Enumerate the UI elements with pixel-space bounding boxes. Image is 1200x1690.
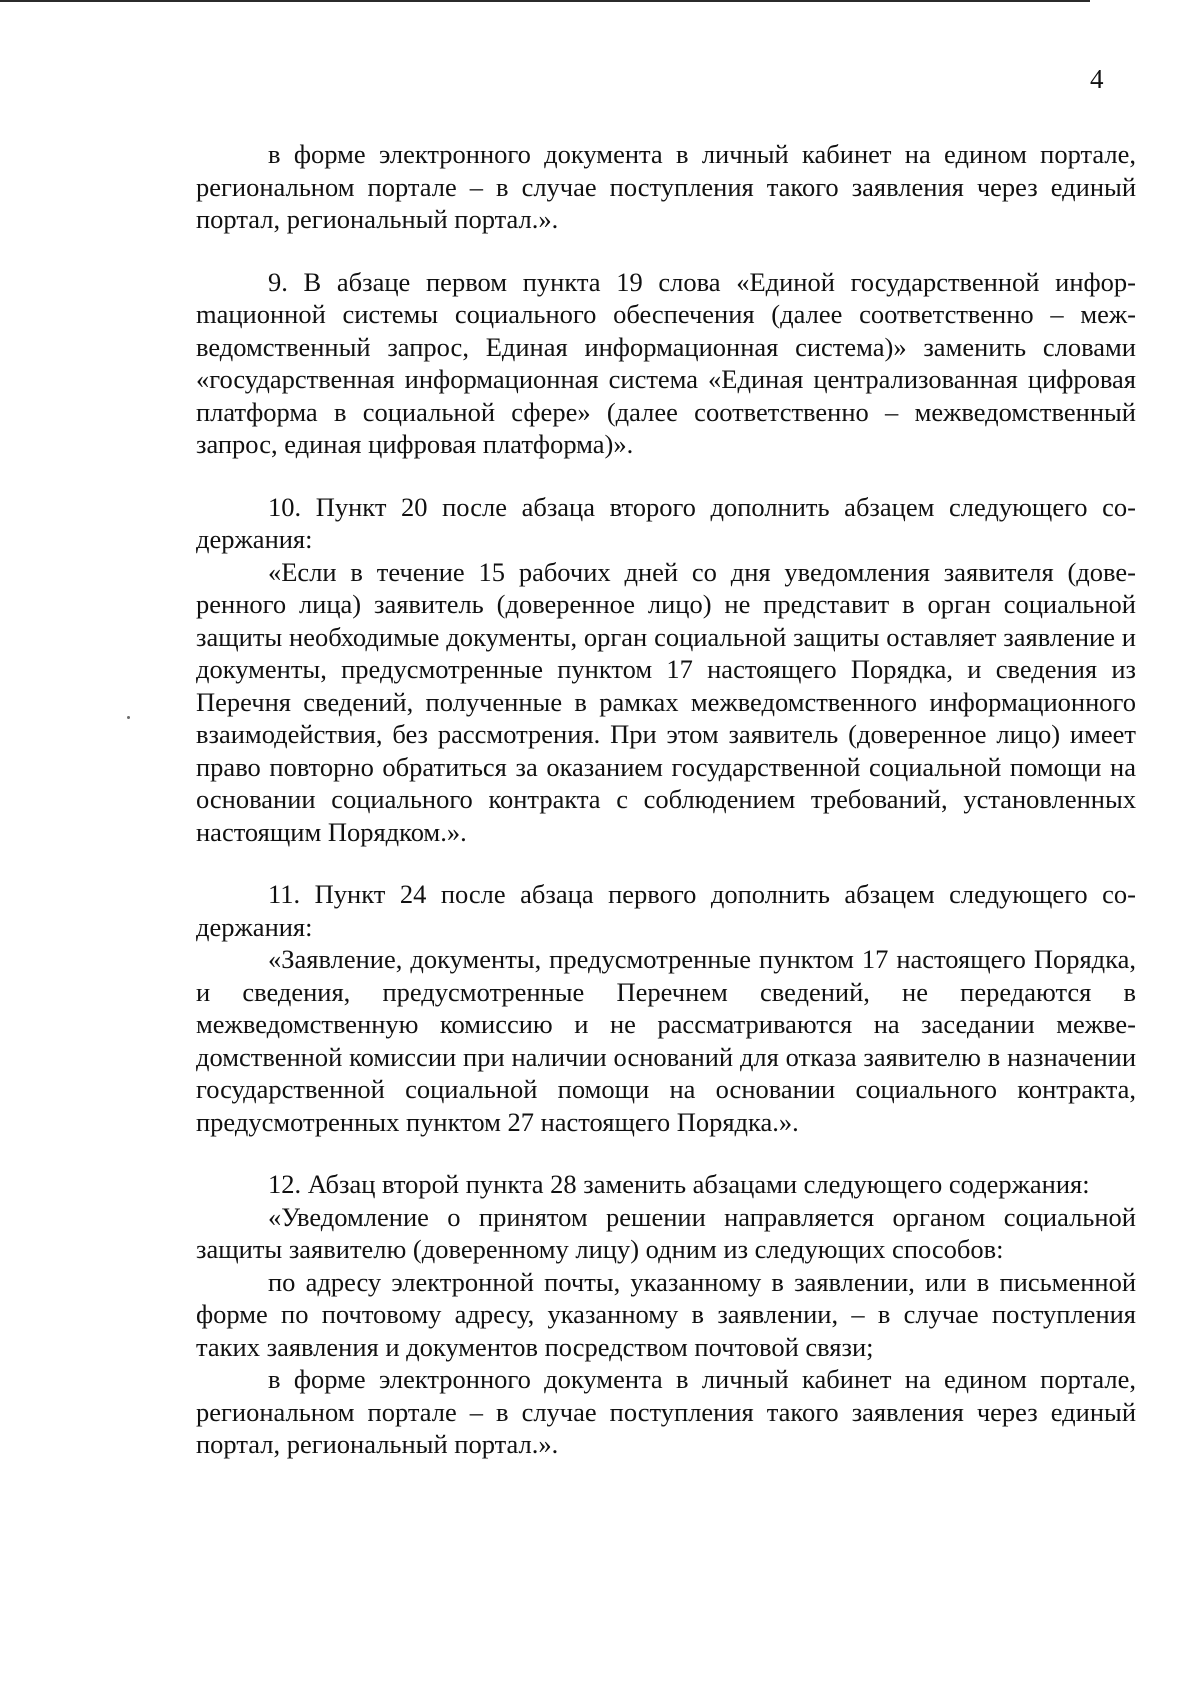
scan-speck	[127, 716, 130, 719]
paragraph-item-9: 9. В абзаце первом пункта 19 слова «Единой государственной инфорmационной системы социального обеспечения (далее соответственно – межведомственный запрос, Единая информационная система)» заменить словами «государственная информационная система «Единая централизованная цифровая платформа в социальной сфере» (далее соответственно – межведомственный запрос, единая цифровая платформа)».	[196, 266, 1136, 459]
scan-top-border	[0, 0, 1090, 2]
paragraph-item-12-quote-1: «Уведомление о принятом решении направляется органом социальной защиты заявителю (доверенному лицу) одним из следующих способов:	[196, 1201, 1136, 1264]
paragraph-item-12-quote-3: в форме электронного документа в личный кабинет на едином портале, региональном портале – в случае поступления такого заявления через единый портал, региональный портал.».	[196, 1364, 1136, 1459]
paragraph-item-11-quote: «Заявление, документы, предусмотренные пунктом 17 настоящего Порядка, и сведения, предусмотренные Перечнем сведений, не передаются в межведомственную комиссию и не рассматриваются на заседании межведомственной комиссии при наличии оснований для отказа заявителю в назначении государственной социальной помощи на основании социального контракта, предусмотренных пунктом 27 настоящего Порядка.».	[196, 944, 1136, 1137]
paragraph-item-12: 12. Абзац второй пункта 28 заменить абзацами следующего содержания:	[268, 1169, 1090, 1199]
paragraph-item-10: 10. Пункт 20 после абзаца второго дополнить абзацем следующего содержания:	[196, 491, 1136, 554]
document-body	[196, 138, 1136, 1461]
page-number: 4	[1090, 64, 1104, 94]
paragraph-item-12-quote-2: по адресу электронной почты, указанному в заявлении, или в письменной форме по почтовому адресу, указанному в заявлении, – в случае поступления таких заявления и документов посредством почтовой связи;	[196, 1266, 1136, 1362]
paragraph-item-11: 11. Пункт 24 после абзаца первого дополнить абзацем следующего содержания:	[196, 879, 1136, 942]
paragraph-item-10-quote: «Если в течение 15 рабочих дней со дня уведомления заявителя (доверенного лица) заявитель (доверенное лицо) не представит в орган социальной защиты необходимые документы, орган социальной защиты оставляет заявление и документы, предусмотренные пунктом 17 настоящего Порядка, и сведения из Перечня сведений, полученные в рамках межведомственного информационного взаимодействия, без рассмотрения. При этом заявитель (доверенное лицо) имеет право повторно обратиться за оказанием государственной социальной помощи на основании социального контракта с соблюдением требований, установленных настоящим Порядком.».	[196, 556, 1136, 847]
paragraph-continuation: в форме электронного документа в личный кабинет на едином портале, региональном портале – в случае поступления такого заявления через единый портал, региональный портал.».	[196, 139, 1136, 234]
